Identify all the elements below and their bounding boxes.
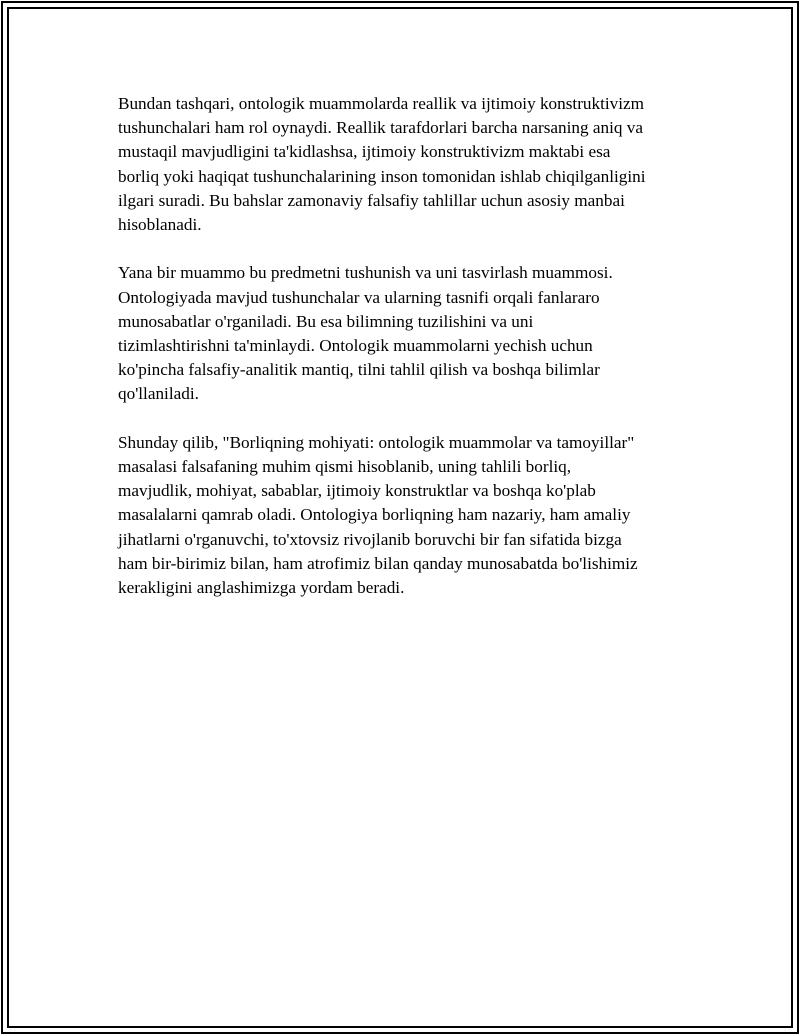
paragraph-1 [118, 92, 718, 237]
text-line: kerakligini anglashimizga yordam beradi. [118, 578, 405, 598]
text-line: masalasi falsafaning muhim qismi hisoblanib, uning tahlili borliq, [118, 457, 572, 477]
text-line: hisoblanadi. [118, 215, 202, 235]
text-line: Shunday qilib, "Borliqning mohiyati: ontologik muammolar va tamoyillar" [118, 432, 635, 452]
text-line: Bundan tashqari, ontologik muammolarda reallik va ijtimoiy konstruktivizm [118, 94, 645, 113]
text-line: tizimlashtirishni ta'minlaydi. Ontologik muammolarni yechish uchun [118, 336, 593, 356]
document-body [118, 92, 718, 624]
text-line: mustaqil mavjudligini ta'kidlashsa, ijtimoiy konstruktivizm maktabi esa [118, 142, 611, 162]
text-line: ko'pincha falsafiy-analitik mantiq, tilni tahlil qilish va boshqa bilimlar [118, 360, 600, 380]
text-line: Yana bir muammo bu predmetni tushunish va uni tasvirlash muammosi. [118, 263, 613, 283]
text-line: Ontologiyada mavjud tushunchalar va ularning tasnifi orqali fanlararo [118, 287, 600, 307]
text-line: ilgari suradi. Bu bahslar zamonaviy falsafiy tahlillar uchun asosiy manbai [118, 190, 625, 210]
paragraph-3 [118, 431, 718, 600]
text-line: mavjudlik, mohiyat, sabablar, ijtimoiy konstruktlar va boshqa ko'plab [118, 481, 596, 501]
text-line: tushunchalari ham rol oynaydi. Reallik tarafdorlari barcha narsaning aniq va [118, 118, 643, 138]
text-line: ham bir-birimiz bilan, ham atrofimiz bilan qanday munosabatda bo'lishimiz [118, 553, 638, 573]
paragraph-2 [118, 261, 718, 406]
text-line: masalalarni qamrab oladi. Ontologiya borliqning ham nazariy, ham amaliy [118, 505, 631, 525]
text-line: qo'llaniladi. [118, 384, 199, 404]
text-line: jihatlarni o'rganuvchi, to'xtovsiz rivojlanib boruvchi bir fan sifatida bizga [118, 529, 622, 549]
text-line: borliq yoki haqiqat tushunchalarining inson tomonidan ishlab chiqilganligini [118, 166, 646, 186]
text-line: munosabatlar o'rganiladi. Bu esa bilimning tuzilishini va uni [118, 311, 534, 331]
